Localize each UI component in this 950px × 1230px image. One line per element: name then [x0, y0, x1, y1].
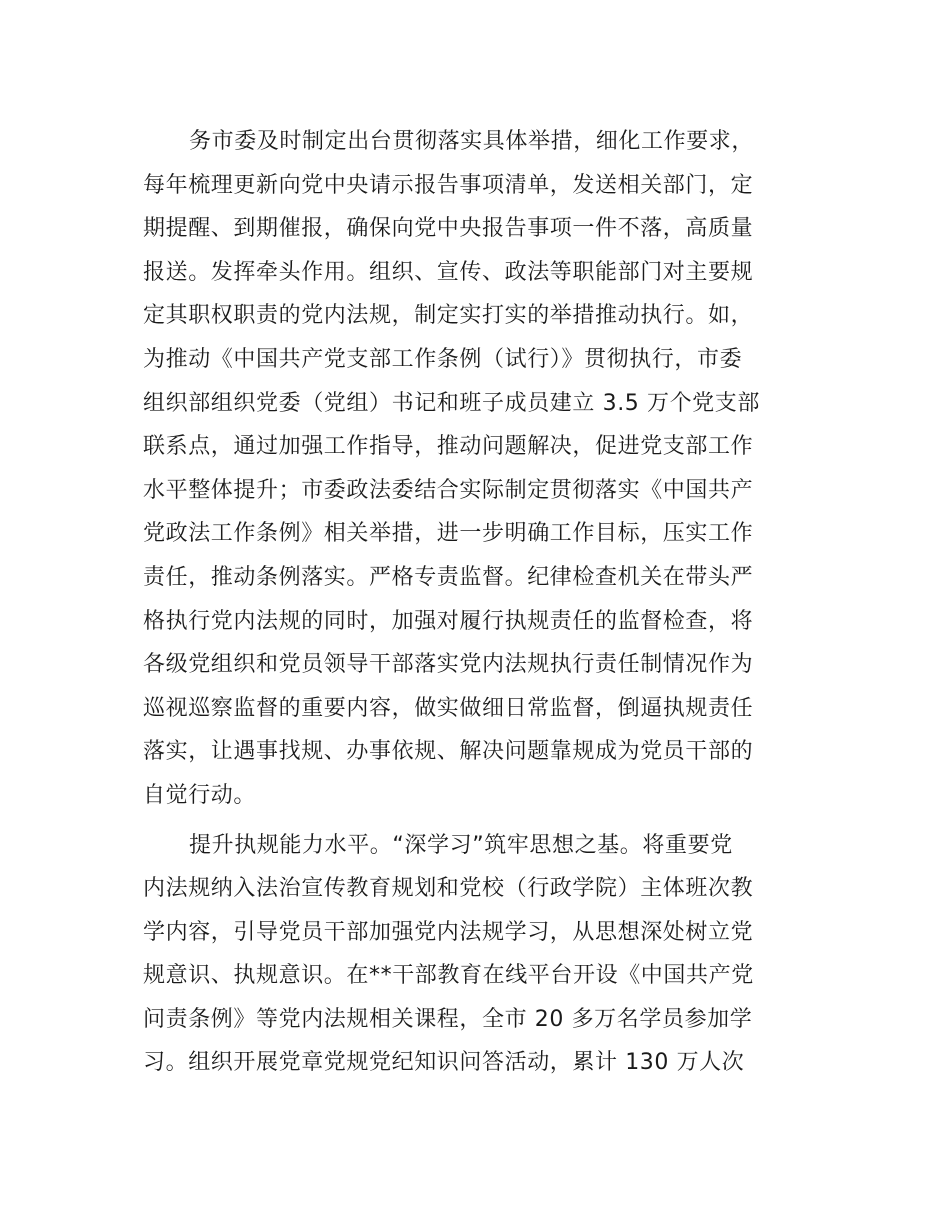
text-line: 学内容，引导党员干部加强党内法规学习，从思想深处树立党 — [143, 919, 754, 945]
text-line: 每年梳理更新向党中央请示报告事项清单，发送相关部门，定 — [143, 172, 754, 198]
text-line: 报送。发挥牵头作用。组织、宣传、政法等职能部门对主要规 — [143, 259, 754, 285]
text-line: 联系点，通过加强工作指导，推动问题解决，促进党支部工作 — [143, 434, 754, 460]
text-line: 巡视巡察监督的重要内容，做实做细日常监督，倒逼执规责任 — [143, 695, 754, 721]
text-line: 问责条例》等党内法规相关课程，全市 20 多万名学员参加学 — [143, 1006, 753, 1032]
text-line: 务市委及时制定出台贯彻落实具体举措，细化工作要求， — [189, 129, 755, 154]
text-line: 为推动《中国共产党支部工作条例（试行）》贯彻执行，市委 — [143, 346, 743, 372]
text-line: 党政法工作条例》相关举措，进一步明确工作目标，压实工作 — [143, 521, 754, 547]
text-line: 规意识、执规意识。在**干部教育在线平台开设《中国共产党 — [143, 963, 754, 989]
text-line: 落实，让遇事找规、办事依规、解决问题靠规成为党员干部的 — [143, 739, 754, 765]
text-line: 各级党组织和党员领导干部落实党内法规执行责任制情况作为 — [143, 652, 754, 678]
paragraph-1 — [143, 120, 815, 818]
text-line: 定其职权职责的党内法规，制定实打实的举措推动执行。如， — [143, 303, 754, 329]
text-line: 提升执规能力水平。“深学习”筑牢思想之基。将重要党 — [189, 832, 733, 858]
text-line: 责任，推动条例落实。严格专责监督。纪律检查机关在带头严 — [143, 564, 754, 590]
text-line: 水平整体提升；市委政法委结合实际制定贯彻落实《中国共产 — [143, 477, 754, 503]
text-line: 习。组织开展党章党规党纪知识问答活动，累计 130 万人次 — [143, 1050, 745, 1076]
paragraph-2 — [143, 824, 815, 1086]
text-line: 期提醒、到期催报，确保向党中央报告事项一件不落，高质量 — [143, 216, 754, 242]
text-line: 内法规纳入法治宣传教育规划和党校（行政学院）主体班次教 — [143, 876, 754, 902]
document-body — [143, 120, 815, 1085]
text-line: 组织部组织党委（党组）书记和班子成员建立 3.5 万个党支部 — [143, 390, 760, 416]
text-line: 格执行党内法规的同时，加强对履行执规责任的监督检查，将 — [143, 608, 754, 634]
text-line: 自觉行动。 — [143, 782, 257, 808]
